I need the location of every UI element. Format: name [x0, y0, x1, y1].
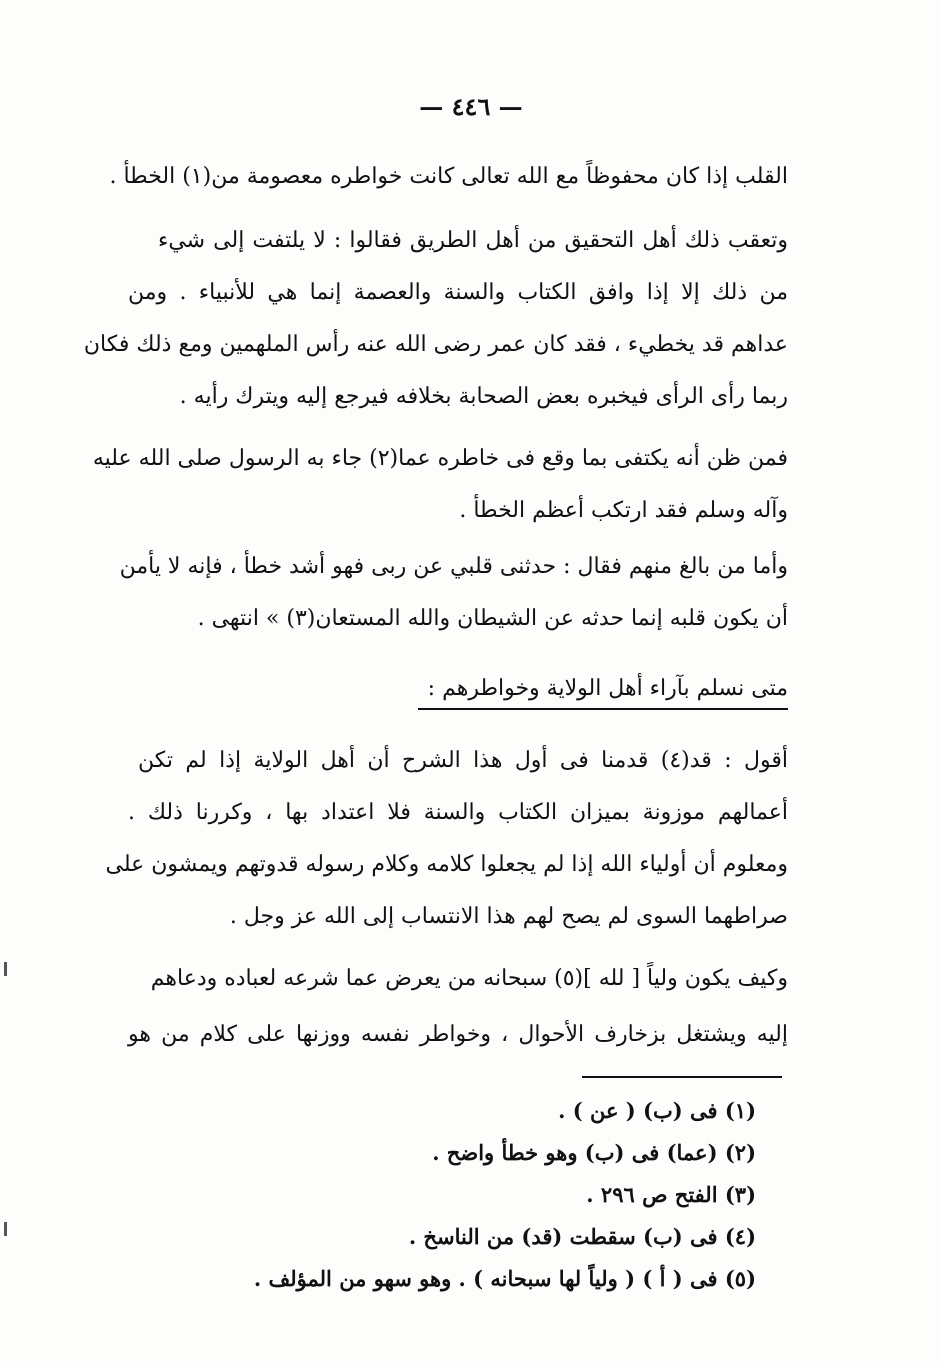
heading-underline [418, 708, 788, 710]
footnote-4: (٤) فى (ب) سقطت (قد) من الناسخ . [408, 1224, 756, 1249]
text-line: عداهم قد يخطيء ، فقد كان عمر رضى الله عنه رأس الملهمين ومع ذلك فكان [83, 332, 788, 357]
scan-edge-mark [4, 962, 7, 976]
text-line: ومعلوم أن أولياء الله إذا لم يجعلوا كلامه وكلام رسوله قدوتهم ويمشون على [105, 852, 788, 877]
section-heading: متى نسلم بآراء أهل الولاية وخواطرهم : [427, 676, 788, 701]
text-line: أن يكون قلبه إنما حدثه عن الشيطان والله المستعان(٣) » انتهى . [197, 606, 788, 631]
footnote-2: (٢) (عما) فى (ب) وهو خطأ واضح . [432, 1140, 756, 1165]
footnote-3: (٣) الفتح ص ٢٩٦ . [586, 1182, 756, 1207]
text-line: وأما من بالغ منهم فقال : حدثنى قلبي عن ربى فهو أشد خطأ ، فإنه لا يأمن [119, 554, 788, 579]
text-line: أعمالهم موزونة بميزان الكتاب والسنة فلا اعتداد بها ، وكررنا ذلك . [128, 800, 788, 825]
text-line: من ذلك إلا إذا وافق الكتاب والسنة والعصمة إنما هي للأنبياء . ومن [128, 280, 788, 305]
text-line: أقول : قد(٤) قدمنا فى أول هذا الشرح أن أهل الولاية إذا لم تكن [138, 748, 788, 773]
text-line: وكيف يكون ولياً [ لله ](٥) سبحانه من يعرض عما شرعه لعباده ودعاهم [150, 966, 788, 991]
text-line: القلب إذا كان محفوظاً مع الله تعالى كانت خواطره معصومة من(١) الخطأ . [109, 164, 788, 189]
text-line: ربما رأى الرأى فيخبره بعض الصحابة بخلافه فيرجع إليه ويترك رأيه . [179, 384, 788, 409]
text-line: صراطهما السوى لم يصح لهم هذا الانتساب إلى الله عز وجل . [229, 904, 788, 929]
text-line: فمن ظن أنه يكتفى بما وقع فى خاطره عما(٢) جاء به الرسول صلى الله عليه [92, 446, 788, 471]
page-number: — ٤٤٦ — [419, 92, 523, 121]
text-line: وآله وسلم فقد ارتكب أعظم الخطأ . [459, 498, 788, 523]
text-line: إليه ويشتغل بزخارف الأحوال ، وخواطر نفسه ووزنها على كلام من هو [128, 1022, 788, 1047]
footnote-separator [582, 1076, 782, 1078]
text-line: وتعقب ذلك أهل التحقيق من أهل الطريق فقالوا : لا يلتفت إلى شيء [158, 228, 788, 253]
scan-edge-mark [4, 1222, 7, 1236]
footnote-5: (٥) فى ( أ ) ( ولياً لها سبحانه ) . وهو سهو من المؤلف . [253, 1266, 756, 1291]
footnote-1: (١) فى (ب) ( عن ) . [558, 1098, 756, 1123]
